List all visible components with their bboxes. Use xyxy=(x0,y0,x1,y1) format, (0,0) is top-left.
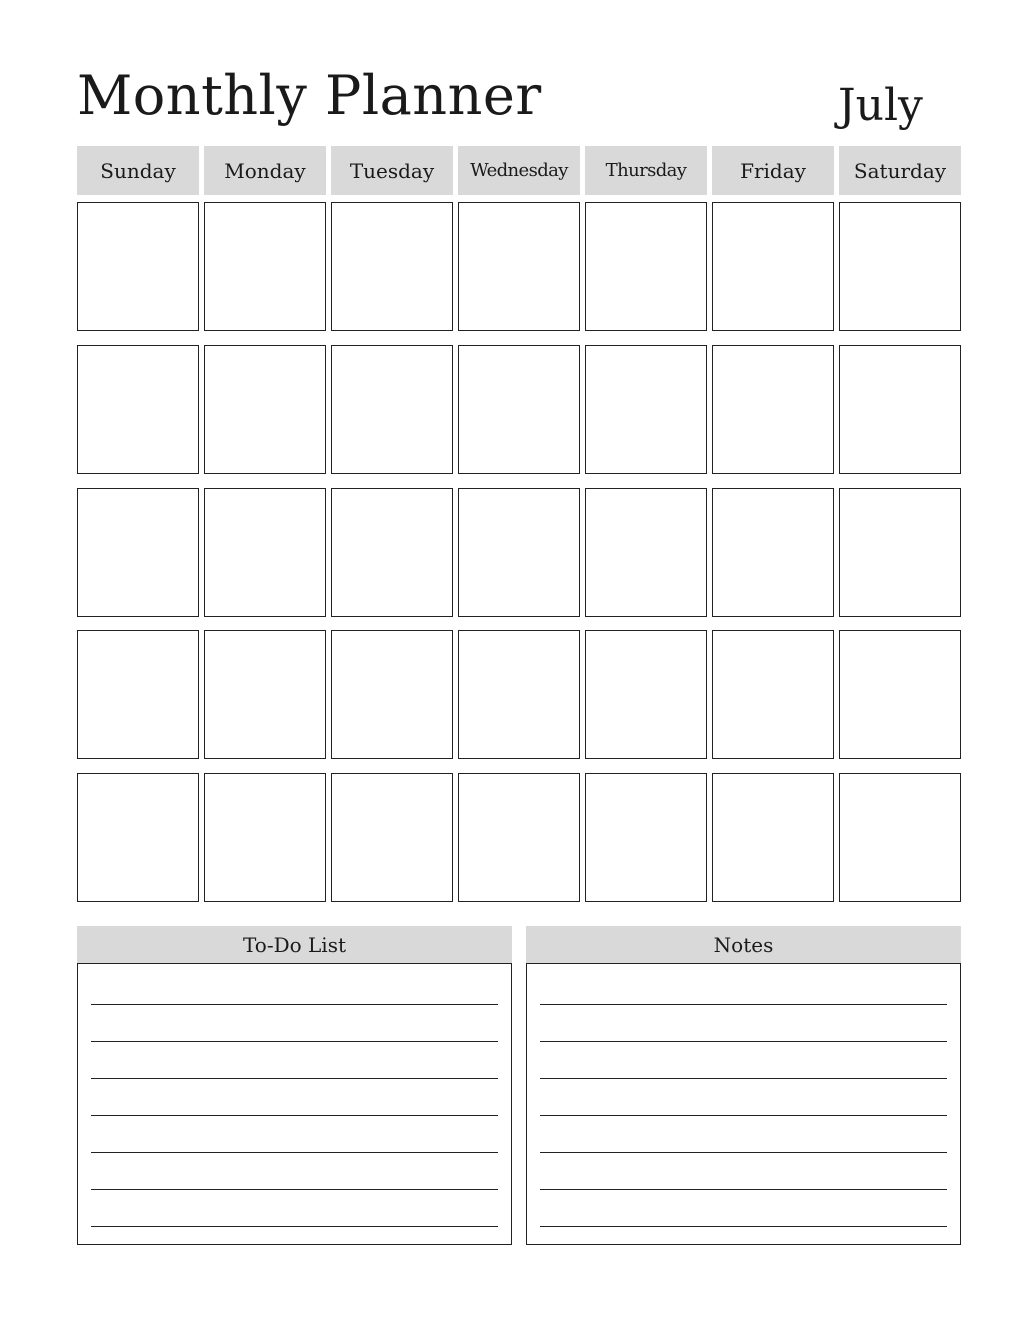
day-cell[interactable] xyxy=(712,630,834,759)
notes-line[interactable] xyxy=(540,1041,947,1042)
day-cell[interactable] xyxy=(839,773,961,902)
notes-line[interactable] xyxy=(540,1078,947,1079)
notes-header: Notes xyxy=(526,926,961,963)
notes-section xyxy=(526,926,961,1246)
notes-line[interactable] xyxy=(540,1226,947,1227)
day-cell[interactable] xyxy=(458,630,580,759)
day-cell[interactable] xyxy=(839,202,961,331)
day-cell[interactable] xyxy=(204,488,326,617)
day-cell[interactable] xyxy=(331,773,453,902)
day-cell[interactable] xyxy=(458,345,580,474)
day-cell[interactable] xyxy=(204,630,326,759)
day-cell[interactable] xyxy=(712,202,834,331)
weekday-header-friday: Friday xyxy=(712,146,834,195)
day-cell[interactable] xyxy=(77,202,199,331)
todo-line[interactable] xyxy=(91,1078,498,1079)
weekday-header-thursday: Thursday xyxy=(585,146,707,195)
week-row-2 xyxy=(77,345,961,474)
week-row-4 xyxy=(77,630,961,759)
todo-line[interactable] xyxy=(91,1189,498,1190)
weekday-header-saturday: Saturday xyxy=(839,146,961,195)
day-cell[interactable] xyxy=(331,630,453,759)
calendar-grid xyxy=(77,202,961,902)
todo-list-box[interactable] xyxy=(77,963,512,1245)
day-cell[interactable] xyxy=(204,202,326,331)
weekday-header-row xyxy=(77,146,961,195)
todo-list-header: To-Do List xyxy=(77,926,512,963)
day-cell[interactable] xyxy=(77,773,199,902)
day-cell[interactable] xyxy=(585,345,707,474)
notes-line[interactable] xyxy=(540,1152,947,1153)
day-cell[interactable] xyxy=(204,345,326,474)
weekday-header-sunday: Sunday xyxy=(77,146,199,195)
month-label: July xyxy=(838,80,923,131)
weekday-header-tuesday: Tuesday xyxy=(331,146,453,195)
day-cell[interactable] xyxy=(839,345,961,474)
day-cell[interactable] xyxy=(712,345,834,474)
day-cell[interactable] xyxy=(839,488,961,617)
day-cell[interactable] xyxy=(331,202,453,331)
weekday-header-monday: Monday xyxy=(204,146,326,195)
notes-line[interactable] xyxy=(540,1004,947,1005)
day-cell[interactable] xyxy=(458,488,580,617)
day-cell[interactable] xyxy=(458,773,580,902)
day-cell[interactable] xyxy=(77,345,199,474)
day-cell[interactable] xyxy=(204,773,326,902)
week-row-5 xyxy=(77,773,961,902)
todo-list-section xyxy=(77,926,512,1246)
day-cell[interactable] xyxy=(331,345,453,474)
day-cell[interactable] xyxy=(77,630,199,759)
todo-line[interactable] xyxy=(91,1041,498,1042)
day-cell[interactable] xyxy=(458,202,580,331)
week-row-3 xyxy=(77,488,961,617)
todo-line[interactable] xyxy=(91,1115,498,1116)
day-cell[interactable] xyxy=(585,202,707,331)
day-cell[interactable] xyxy=(585,773,707,902)
day-cell[interactable] xyxy=(839,630,961,759)
todo-line[interactable] xyxy=(91,1004,498,1005)
day-cell[interactable] xyxy=(331,488,453,617)
day-cell[interactable] xyxy=(585,488,707,617)
page-title: Monthly Planner xyxy=(77,64,542,127)
day-cell[interactable] xyxy=(585,630,707,759)
day-cell[interactable] xyxy=(712,773,834,902)
todo-line[interactable] xyxy=(91,1152,498,1153)
day-cell[interactable] xyxy=(77,488,199,617)
week-row-1 xyxy=(77,202,961,331)
notes-box[interactable] xyxy=(526,963,961,1245)
notes-line[interactable] xyxy=(540,1115,947,1116)
day-cell[interactable] xyxy=(712,488,834,617)
notes-line[interactable] xyxy=(540,1189,947,1190)
weekday-header-wednesday: Wednesday xyxy=(458,146,580,195)
todo-line[interactable] xyxy=(91,1226,498,1227)
